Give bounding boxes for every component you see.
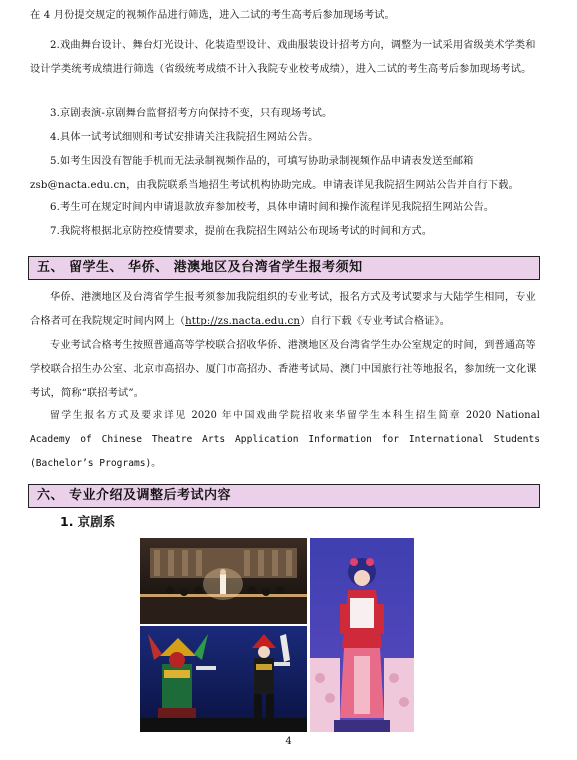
paragraph-3: 3.京剧表演-京剧舞台监督招考方向保持不变，只有现场考试。 [50,108,333,119]
paragraph-1: 在 4 月份提交规定的视频作品进行筛选，进入二试的考生高考后参加现场考试。 [30,10,395,21]
page-number: 4 [285,736,292,747]
section-5-paragraph-1 [30,286,540,334]
paragraph-5: 5.如考生因没有智能手机而无法录制视频作品的，可填写协助录制视频作品申请表发送至邮箱zsb@nacta.edu.cn，由我院联系当地招生考试机构协助完成。申请表详见我院招生网站公告并自行下载。 [30,156,519,191]
paragraph-text: 华侨、港澳地区及台湾省学生报考须参加我院组织的专业考试，报名方式及考试要求与大陆学生相同，专业合格者可在我院规定时间内网上（ [30,292,536,327]
section-5-paragraph-3-line-1: 留学生报名方式及要求详见 2020 年中国戏曲学院招收来华留学生本科生招生简章 2020 National [50,410,540,421]
section-5-paragraph-3-line-2: Academy of Chinese Theatre Arts Application Information for International Students [30,434,540,445]
section-5-paragraph-3-line-3: (Bachelor’s Programs)。 [30,458,161,469]
paragraph-6: 6.考生可在规定时间内申请退款放弃参加校考，具体申请时间和操作流程详见我院招生网站公告。 [50,202,495,213]
paragraph-7: 7.我院将根据北京防控疫情要求，提前在我院招生网站公布现场考试的时间和方式。 [50,226,433,237]
section-5-heading: 五、 留学生、 华侨、 港澳地区及台湾省学生报考须知 [28,256,540,280]
photo-warrior-performers [140,626,307,732]
section-5-paragraph-2: 专业考试合格考生按照普通高等学校联合招收华侨、港澳地区及台湾省学生办公室规定的时间，到普通高等学校联合招生办公室、北京市高招办、厦门市高招办、香港考试局、澳门中国旅行社等地报名，参加统一文化课考试，简称“联招考试”。 [30,340,537,399]
paragraph-2: 2.戏曲舞台设计、舞台灯光设计、化装造型设计、戏曲服装设计招考方向，调整为一试采用省级美术学类和设计学类统考成绩进行筛选（省级统考成绩不计入我院专业校考成绩），进入二试的考生高考后参加现场考试。 [30,40,536,75]
paragraph-text: ）自行下载《专业考试合格证》。 [300,316,451,327]
admissions-website-link[interactable]: http://zs.nacta.edu.cn [185,316,301,327]
section-6-heading: 六、 专业介绍及调整后考试内容 [28,484,540,508]
section-6-subheading-peking-opera: 1. 京剧系 [60,514,116,529]
photo-female-role-costume [310,538,414,732]
photo-concert-stage [140,538,307,624]
paragraph-4: 4.具体一试考试细则和考试安排请关注我院招生网站公告。 [50,132,319,143]
